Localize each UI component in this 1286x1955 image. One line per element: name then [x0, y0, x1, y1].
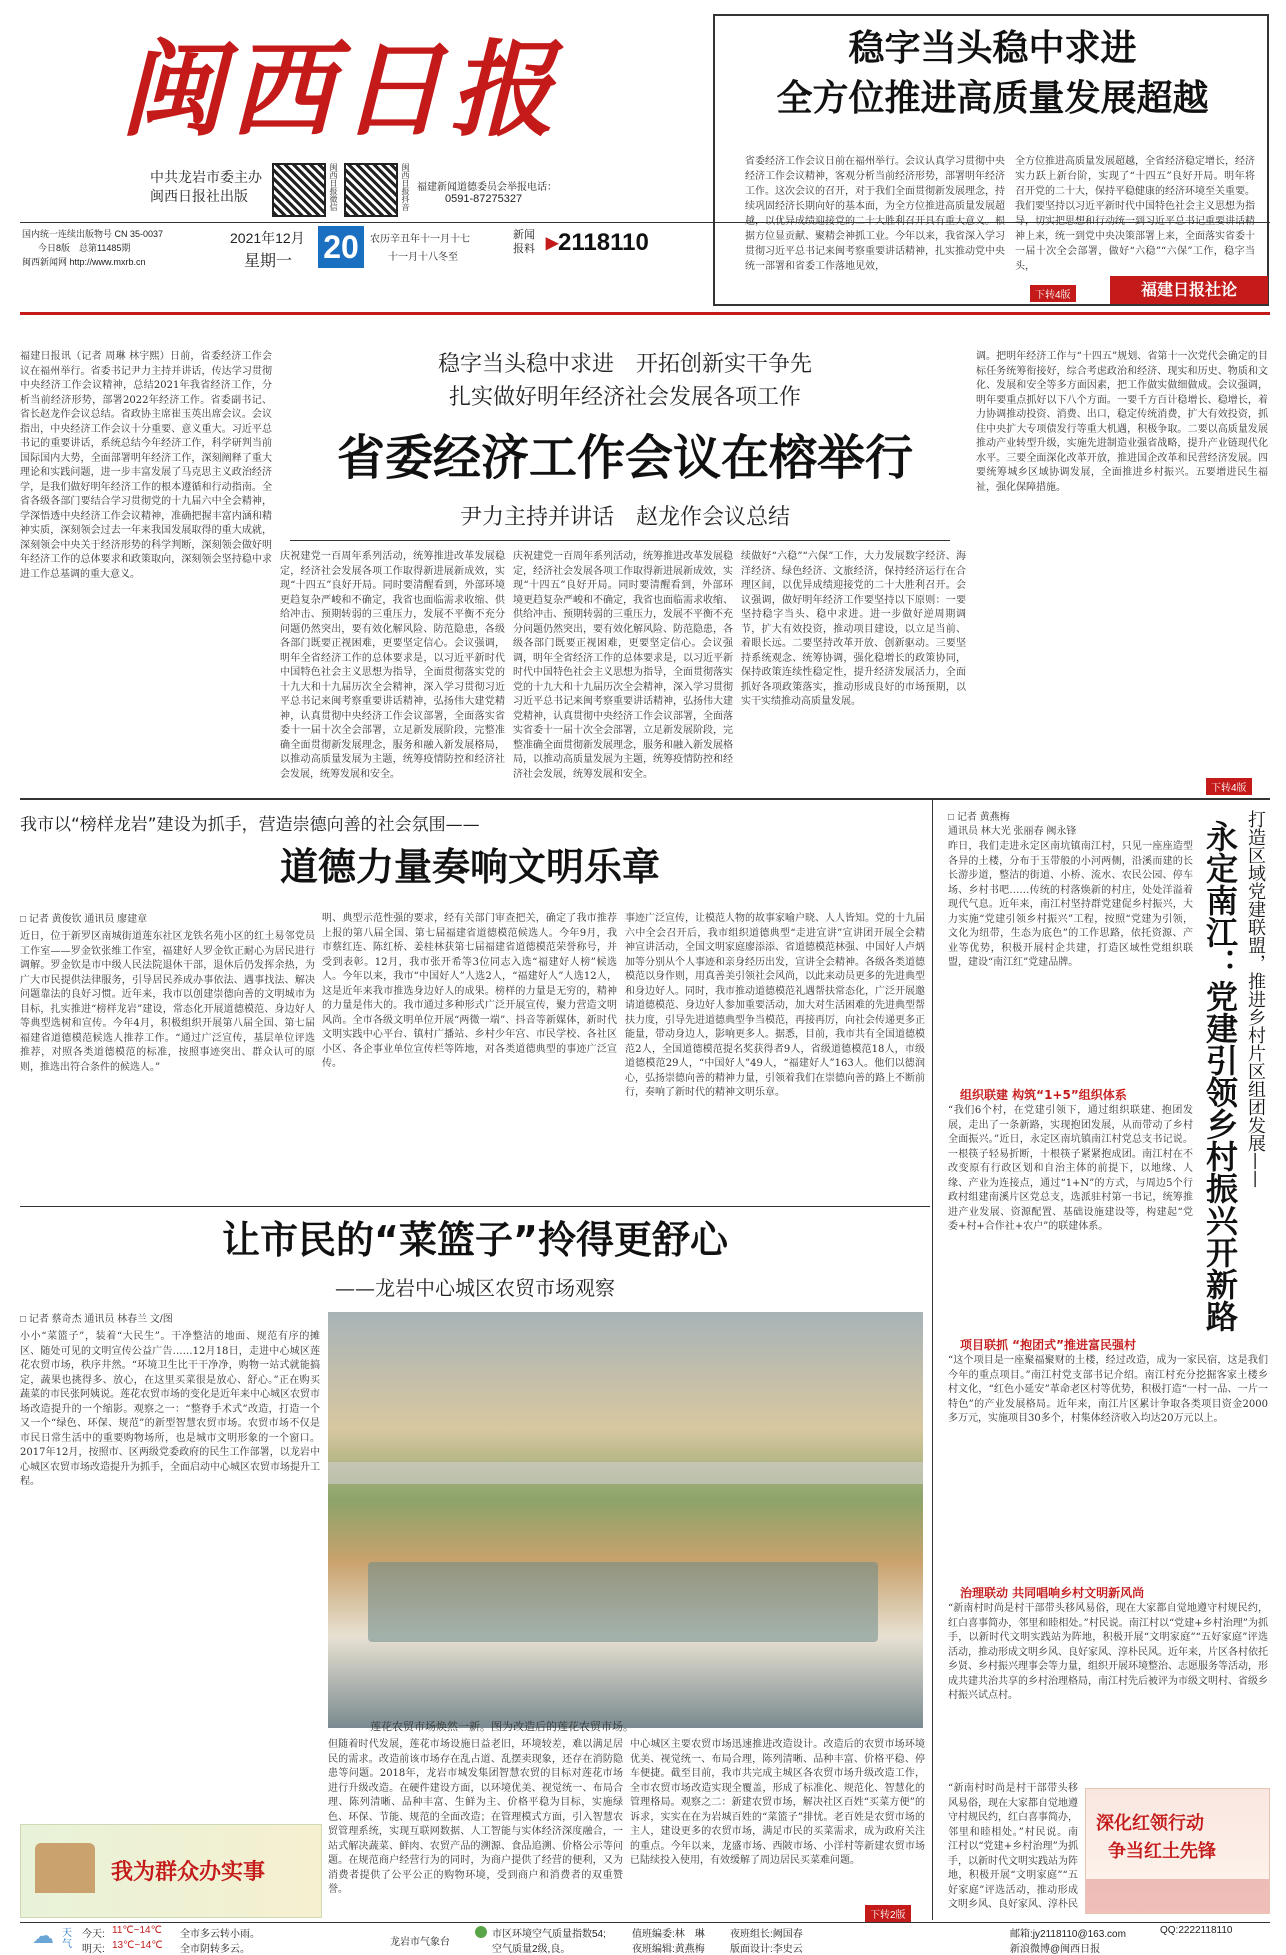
lead-headline: 省委经济工作会议在榕举行 [336, 430, 913, 486]
rural-headline: 永定南江：党建引领乡村振兴开新路 [1201, 820, 1239, 1332]
party-ad-banner [1085, 1788, 1270, 1914]
editor-page: 夜班编辑:黄燕梅 [632, 1944, 705, 1955]
morals-headline: 道德力量奏响文明乐章 [279, 845, 660, 889]
editorial-body-left: 省委经济工作会议日前在福州举行。会议认真学习贯彻中央经济工作会议精神，客观分析当前经济形势，部署明年经济工作。这次会议的召开，对于我们全面贯彻新发展理念，持续巩固经济长期向好的基本面，为全方位推进高质量发展超越，以优异成绩迎接党的二十大胜利召开具有重大意义。根据方位显贡献、聚精会神抓工业。今年以来，我省深入学习贯彻习近平总书记来闽考察重要讲话精神，扎实推动党中央统一部署和省委工作落地见效， [745, 156, 1005, 272]
cloud-icon: ☁ [32, 1924, 54, 1949]
lunar-date: 农历辛丑年十一月十七 [370, 234, 470, 245]
leaf-icon [475, 1926, 487, 1938]
market-headline: 让市民的“菜篮子”拎得更舒心 [222, 1218, 728, 1262]
today-label: 今天: [82, 1929, 105, 1940]
wechat-qr-code[interactable] [272, 163, 326, 217]
ad-title-2: 争当红土先锋 [1108, 1841, 1216, 1862]
douyin-qr-code[interactable] [344, 163, 398, 217]
lead-kicker-2: 扎实做好明年经济社会发展各项工作 [448, 385, 801, 410]
ethics-hotline-number: 0591-87275327 [445, 193, 523, 205]
market-photo-caption: 莲花农贸市场焕然一新。图为改造后的莲花农贸市场。 [370, 1721, 634, 1733]
house-icon [35, 1843, 95, 1893]
rural-section-1: “我们6个村，在党建引领下，通过组织联建、抱团发展，走出了一条新路，实现抱团发展，从而带动了乡村全面振兴。”近日，永定区南坑镇南江村党总支书记说。一根筷子轻易折断，十根筷子紧紧抱成团。南江村在不改变原有行政区划和自治主体的前提下，以地缘、人缘、产业为连接点，通过“1+N”的方式，与周边5个行政村组建南溪片区党总支，选派驻村第一书记，统筹推进产业发展、资源配置、基础设施建设等，构建起“党委+村+合作社+农户”的联建体系。 [948, 1105, 1193, 1232]
issue-day: 20 [318, 226, 364, 268]
issue-weekday: 星期一 [244, 253, 293, 270]
market-col-2: 但随着时代发展，莲花市场设施日益老旧，环境较差，难以满足居民的需求。改造前该市场存在乱占道、乱摆卖现象，还存在消防隐患等问题。2018年，龙岩市城发集团智慧农贸的目标对莲花市场进行升级改造。在硬件建设方面，以环境优美、视觉统一、布局合理、陈列清晰、品种丰富、生鲜为主、价格平稳为目标，实施绿色、环保、节能、规范的全面改造；在管理模式方面，引入智慧农贸管理系统，实现互联网数据、人工智能与实体经济深度融合，一站式解决蔬菜、鲜肉、农贸产品的溯源、食品追溯、价格公示等问题。在规范商户经营行为的同时，为商户提供了经营的便利，又为消费者提供了公平公正的购物环境，受到商户和消费者的双重赞誉。 [328, 1739, 623, 1895]
sponsor-line-1: 中共龙岩市委主办 [150, 169, 262, 185]
rural-section-2: “这个项目是一座聚福聚财的土楼，经过改造，成为一家民宿，这是我们今年的重点项目。”南江村党支部书记介绍。南江村充分挖掘客家土楼乡村文化，“红色小延安”革命老区村等优势，积极打造“一村一品、一片一特色”的产业发展格局。近年来，南江片区累计争取各类项目资金2000多万元，实施项目30多个，村集体经济收入均达20万元以上。 [948, 1355, 1268, 1424]
rural-section-2-title: 项目联抓 “抱团式”推进富民强村 [960, 1338, 1136, 1352]
editor-design: 版面设计:李史云 [730, 1944, 803, 1955]
aqi-line-2: 空气质量2级,良。 [492, 1944, 571, 1955]
market-subhead: ——龙岩中心城区农贸市场观察 [335, 1276, 615, 1300]
editor-day: 值班编委:林 琳 [632, 1929, 705, 1940]
rural-section-3-title: 治理联动 共同唱响乡村文明新风尚 [960, 1586, 1145, 1600]
lead-subhead: 尹力主持并讲话 赵龙作会议总结 [459, 505, 790, 530]
morals-col-2: 明、典型示范性强的要求，经有关部门审查把关，确定了我市推荐上报的第八届全国、第七届福建省道德模范候选人。今年9月，我市蔡红连、陈红桥、姜桂林获第七届福建省道德模范荣誉称号，并受到表彰。12月，我市张开希等3位同志入选“福建好人榜”候选人。今年以来，我市“中国好人”人选2人，“福建好人”人选12人，这是近年来我市推选身边好人的成果。榜样的力量是无穷的，精神的力量是伟大的。我市通过多种形式广泛开展宣传，聚力营造文明风尚。全市各级文明单位开展“两微一端”、抖音等新媒体，新时代文明实践中心平台、镇村广播站、乡村少年宫、市民学校、各社区小区、各企事业单位宣传栏等阵地，对各类道德典型的事迹广泛宣传。 [322, 913, 617, 1069]
tomorrow-desc: 全市阴转多云。 [180, 1944, 250, 1955]
lead-col-2: 庆祝建党一百周年系列活动，统筹推进改革发展稳定，经济社会发展各项工作取得新进展新成效，实现“十四五”良好开局。同时要清醒看到，外部环境更趋复杂严峻和不确定，我省也面临需求收缩、供给冲击、预期转弱的三重压力，发展不平衡不充分问题仍然突出，要有效化解风险、防范隐患，各级各部门既要正视困难，更要坚定信心。会议强调，明年全省经济工作的总体要求是，以习近平新时代中国特色社会主义思想为指导，全面贯彻落实党的十九大和十九届历次全会精神，深入学习贯彻习近平总书记来闽考察重要讲话精神，弘扬伟大建党精神，认真贯彻中央经济工作会议部署，全面落实省委十一届十次全会部署，立足新发展阶段，完整准确全面贯彻新发展理念，服务和融入新发展格局，以推动高质量发展为主题，统筹疫情防控和经济社会发展，统筹发展和安全。 [280, 551, 505, 780]
market-byline: □ 记者 蔡奇杰 通讯员 林春兰 文/图 [20, 1314, 173, 1325]
market-jump[interactable]: 下转2版 [865, 1905, 911, 1922]
market-photo [328, 1312, 923, 1728]
lead-col-4: 调。把明年经济工作与“十四五”规划、省第十一次党代会确定的目标任务统筹衔接好，综合考虑政治和经济、现实和历史、物质和文化、发展和安全等多方面因素，把工作做实做细做成。会议强调，明年要重点抓好以下八个方面。一要千方百计稳增长、稳增长，着力协调推动投资、消费、出口，稳定传统消费，扩大有效投资，抓住中央扩大专项债发行等重大机遇，积极争取。二要以高质量发展推动产业转型升级，实施先进制造业强省战略，提升产业链现代化水平。三要全面深化改革开放，推进国企改革和民营经济发展。四要统筹城乡区域协调发展，全面推进乡村振兴。五要增进民生福祉，强化保障措施。 [976, 351, 1268, 493]
ad-title-1: 深化红领行动 [1096, 1813, 1204, 1834]
editor-night: 夜班组长:阙国春 [730, 1929, 803, 1940]
ethics-hotline-label: 福建新闻道德委员会举报电话： [417, 182, 557, 193]
issue-year-month: 2021年12月 [230, 230, 305, 246]
contact-qq: QQ:2222118110 [1160, 1925, 1233, 1936]
ad-ribbon [1086, 1879, 1269, 1913]
aqi-line-1: 市区环境空气质量指数54; [492, 1929, 606, 1940]
rural-byline: □ 记者 黄燕梅 [948, 812, 1010, 823]
rural-intro: 昨日，我们走进永定区南坑镇南江村，只见一座座造型各异的土楼，分布于玉带般的小河两侧，沿溪而建的长长游步道，整洁的街道、小桥、流水、农民公园、停车场、乡村书吧……传统的村落焕新的村庄，处处洋溢着现代气息。近年来，南江村坚持群党建促乡村振兴，大力实施“党建引领乡村振兴”工程，按照“党建为引领，文化为纽带，生态为底色”的工作思路，依托资源、产业等优势，积极开展村企共建，打造区域性党组织联盟，建设“南江红”党建品牌。 [948, 841, 1193, 968]
lead-col-3: 续做好“六稳”“六保”工作，大力发展数字经济、海洋经济、绿色经济、文旅经济，保持经济运行在合理区间，以优异成绩迎接党的二十大胜利召开。会议强调，做好明年经济工作要坚持以下原则：一要坚持稳字当头、稳中求进。进一步做好逆周期调节，扩大有效投资，推动项目建设，以立足当前、着眼长远。二要坚持改革开放、创新驱动。三要坚持系统观念、统筹协调，强化稳增长的政策协同，保持政策连续性稳定性，提升经济发展活力，全面抓好各项政策落实，推动形成良好的市场预期，以实干实绩推动高质量发展。 [741, 551, 966, 707]
newspaper-logo: 闽西日报 [120, 28, 561, 151]
qr-caption: 闽西日报微信 [329, 163, 338, 211]
morals-kicker: 我市以“榜样龙岩”建设为抓手，营造崇德向善的社会氛围—— [20, 815, 480, 835]
editorial-title-2: 全方位推进高质量发展超越 [776, 78, 1209, 119]
lead-jump[interactable]: 下转4版 [1206, 778, 1252, 795]
rural-section-1-title: 组织联建 构筑“1+5”组织体系 [960, 1088, 1127, 1102]
editorial-title-1: 稳字当头稳中求进 [848, 28, 1137, 69]
rural-section-3-cont: “新南村时尚是村干部带头移风易俗，现在大家都自觉地遵守村规民约，红白喜事简办，邻里和睦相处。”村民说。南江村以“党建+乡村治理”为抓手，以新时代文明实践站为阵地，积极开展“文明家庭”“五好家庭”评选活动，推动形成文明乡风、良好家风、淳朴民 [948, 1783, 1078, 1910]
news-hotline: ▸2118110 [546, 229, 649, 256]
lead-col-1: 福建日报讯（记者 周琳 林宇熙）日前，省委经济工作会议在福州举行。省委书记尹力主持并讲话，传达学习贯彻中央经济工作会议精神，总结2021年我省经济工作，分析当前经济形势，部署2022年经济工作。省委副书记、省长赵龙作会议总结。省政协主席崔玉英出席会议。会议指出，中央经济工作会议十分重要、意义重大。习近平总书记的重要讲话，系统总结今年经济工作，科学研判当前国际国内大势，全面部署明年经济工作，深刻阐释了重大理论和实践问题，进一步丰富发展了马克思主义政治经济学，是我们做好明年经济工作的根本遵循和行动指南。全省各级各部门要结合学习贯彻党的十九届六中全会精神，学深悟透中央经济工作会议精神，准确把握丰富内涵和精神实质，深刻领会过去一年来我国发展取得的重大成就，深刻领会中央关于经济形势的科学判断，深刻领会做好明年经济工作的总体要求和政策取向，深刻领会坚持稳中求进工作总基调的重大意义。 [20, 351, 272, 580]
today-desc: 全市多云转小雨。 [180, 1929, 260, 1940]
sponsor-line-2: 闽西日报社出版 [150, 188, 248, 204]
website: 闽西新闻网 http://www.mxrb.cn [22, 257, 146, 267]
rural-byline-2: 通讯员 林大光 张丽春 阙永锋 [948, 826, 1077, 837]
weather-label: 天气 [62, 1928, 72, 1950]
morals-col-3: 事迹广泛宣传，让模范人物的故事家喻户晓、人人皆知。党的十九届六中全会召开后，我市组织道德典型“走进宣讲”宣讲团开展全会精神宣讲活动，全国文明家庭廖添添、省道德模范林强、中国好人卢炳加等分别从个人事迹和亲身经历出发，宣讲全会精神。各级各类道德模范以身作则，用真善美引领社会风尚，以此来动员更多的先进典型和身边好人。同时，我市推动道德模范礼遇帮扶常态化，广泛开展邀请道德模范、身边好人参加重要活动，加大对生活困难的先进典型帮扶力度，引导先进道德典型争当模范，再接再厉，向社会传递更多正能量，带动身边人，影响更多人。据悉，目前，我市共有全国道德模范2人，全国道德模范提名奖获得者9人，省级道德模范18人，市级道德模范29人，“中国好人”49人，“福建好人”163人。他们以德润心，弘扬崇德向善的精神力量，引领着我们在崇德向善的路上不断前行，奏响了新时代的精神文明乐章。 [625, 913, 925, 1098]
today-temp: 11℃~14℃ [112, 1925, 162, 1936]
morals-col-1: 近日，位于新罗区南城街道莲东社区龙铁名苑小区的红土易邻党员工作室——罗金钦张维工作室，福建好人罗金钦正耐心为居民进行调解。罗金钦是市中级人民法院退休干部，退休后仍发挥余热，为广大市民提供法律服务，引导居民养成办事依法、遇事找法、解决问题靠法的良好习惯。近年来，我市以创建崇德向善的文明城市为目标，扎实推进“榜样龙岩”建设，常态化开展道德模范、身边好人等典型选树和宣传。今年4月，积极组织开展第八届全国、第七届福建省道德模范候选人推荐工作。“通过广泛宣传，基层单位评选推荐，对照各类道德模范的标准，按照事迹突出、群众认可的原则，推选出符合条件的候选人。” [20, 931, 315, 1073]
banner-text: 我为群众办实事 [111, 1860, 266, 1885]
arrow-icon: ▸ [546, 229, 559, 256]
page-count: 今日8版 总第11485期 [38, 243, 131, 253]
hotline-label: 新闻报料 [513, 229, 535, 255]
tomorrow-temp: 13℃~14℃ [112, 1940, 163, 1951]
contact-weibo[interactable]: 新浪微博@闽西日报 [1010, 1944, 1101, 1955]
rural-kicker: 打造区域党建联盟，推进乡村片区组团发展—— [1245, 810, 1266, 1188]
qr2-caption: 闽西日报抖音 [401, 163, 410, 211]
service-banner [20, 1824, 322, 1918]
market-col-3: 中心城区主要农贸市场迅速推进改造设计。改造后的农贸市场环境优美、视觉统一、布局合理，陈列清晰、品种丰富、价格平稳、停车便捷。截至目前，我市共完成主城区各农贸市场升级改造工作，全市农贸市场改造实现全覆盖，形成了标准化、规范化、智慧化的管理格局。观察之二：新建农贸市场，解决社区百姓“买菜方便”的诉求，实实在在为岩城百姓的“菜篮子”排忧。老百姓是农贸市场的主人，建设更多的农贸市场，满足市民的买菜需求，成为政府关注的重点。今年以来，龙盛市场、西陂市场、小洋村等新建农贸市场已陆续投入使用，有效缓解了周边居民买菜难问题。 [630, 1739, 925, 1866]
rural-section-3: “新南村时尚是村干部带头移风易俗，现在大家都自觉地遵守村规民约，红白喜事简办，邻里和睦相处。”村民说。南江村以“党建+乡村治理”为抓手，以新时代文明实践站为阵地，积极开展“文明家庭”“五好家庭”评选活动，推动形成文明乡风、良好家风、淳朴民风。近年来，片区各村依托乡贤、乡村振兴理事会等力量，组织开展环境整治、志愿服务等活动，形成共建共治共享的乡村治理格局，南江村先后被评为市级文明村、省级乡村振兴试点村。 [948, 1603, 1268, 1701]
lead-kicker-1: 稳字当头稳中求进 开拓创新实干争先 [437, 352, 812, 377]
lead-col-2b: 庆祝建党一百周年系列活动，统筹推进改革发展稳定，经济社会发展各项工作取得新进展新成效，实现“十四五”良好开局。同时要清醒看到，外部环境更趋复杂严峻和不确定，我省也面临需求收缩、供给冲击、预期转弱的三重压力，发展不平衡不充分问题仍然突出，要有效化解风险、防范隐患，各级各部门既要正视困难，更要坚定信心。会议强调，明年全省经济工作的总体要求是，以习近平新时代中国特色社会主义思想为指导，全面贯彻落实党的十九大和十九届历次全会精神，深入学习贯彻习近平总书记来闽考察重要讲话精神，弘扬伟大建党精神，认真贯彻中央经济工作会议部署，全面落实省委十一届十次全会部署，立足新发展阶段，完整准确全面贯彻新发展理念，服务和融入新发展格局，以推动高质量发展为主题，统筹疫情防控和经济社会发展，统筹发展和安全。 [513, 551, 733, 780]
solar-term: 十一月十八冬至 [388, 252, 458, 263]
market-col-1: 小小“菜篮子”，装着“大民生”。干净整洁的地面、规范有序的摊区、随处可见的文明宣传公益广告……12月18日，走进中心城区莲花农贸市场，秩序井然。“环境卫生比干干净净，购物一站式就能搞定，蔬果也挑得多、放心，在这里买菜很是放心、舒心。”正在购买蔬菜的市民张阿姨说。莲花农贸市场的变化是近年来中心城区农贸市场改造提升的一个缩影。观察之一：“整脊手术式”改造，打造一个又一个“绿色、环保、规范”的新型智慧农贸市场。农贸市场不仅是市民日常生活中的重要购物场所，也是城市文明形象的一个窗口。2017年12月，按照市、区两级党委政府的民生工作部署，以龙岩中心城区农贸市场改造提升为抓手，全面启动中心城区农贸市场提升工程。 [20, 1331, 320, 1487]
editorial-label: 福建日报社论 [1110, 276, 1268, 304]
editorial-body-right: 全方位推进高质量发展超越，全省经济稳定增长，经济实力跃上新台阶，实现了“十四五”良好开局。明年将召开党的二十大，保持平稳健康的经济环境至关重要。我们要坚持以习近平新时代中国特色社会主义思想为指导，切实把思想和行动统一到习近平总书记重要讲话精神上来，统一到党中央决策部署上来，全面落实省委十一届十次全会部署，做好“六稳”“六保”工作，稳字当头， [1015, 156, 1255, 272]
tomorrow-label: 明天: [82, 1944, 105, 1955]
issn-number: 国内统一连续出版物号 CN 35-0037 [22, 229, 164, 239]
morals-byline: □ 记者 黄俊钦 通讯员 廖建章 [20, 914, 148, 925]
contact-email[interactable]: 邮箱:jy2118110@163.com [1010, 1929, 1126, 1940]
weather-source: 龙岩市气象台 [390, 1937, 450, 1948]
editorial-jump[interactable]: 下转4版 [1030, 285, 1076, 302]
